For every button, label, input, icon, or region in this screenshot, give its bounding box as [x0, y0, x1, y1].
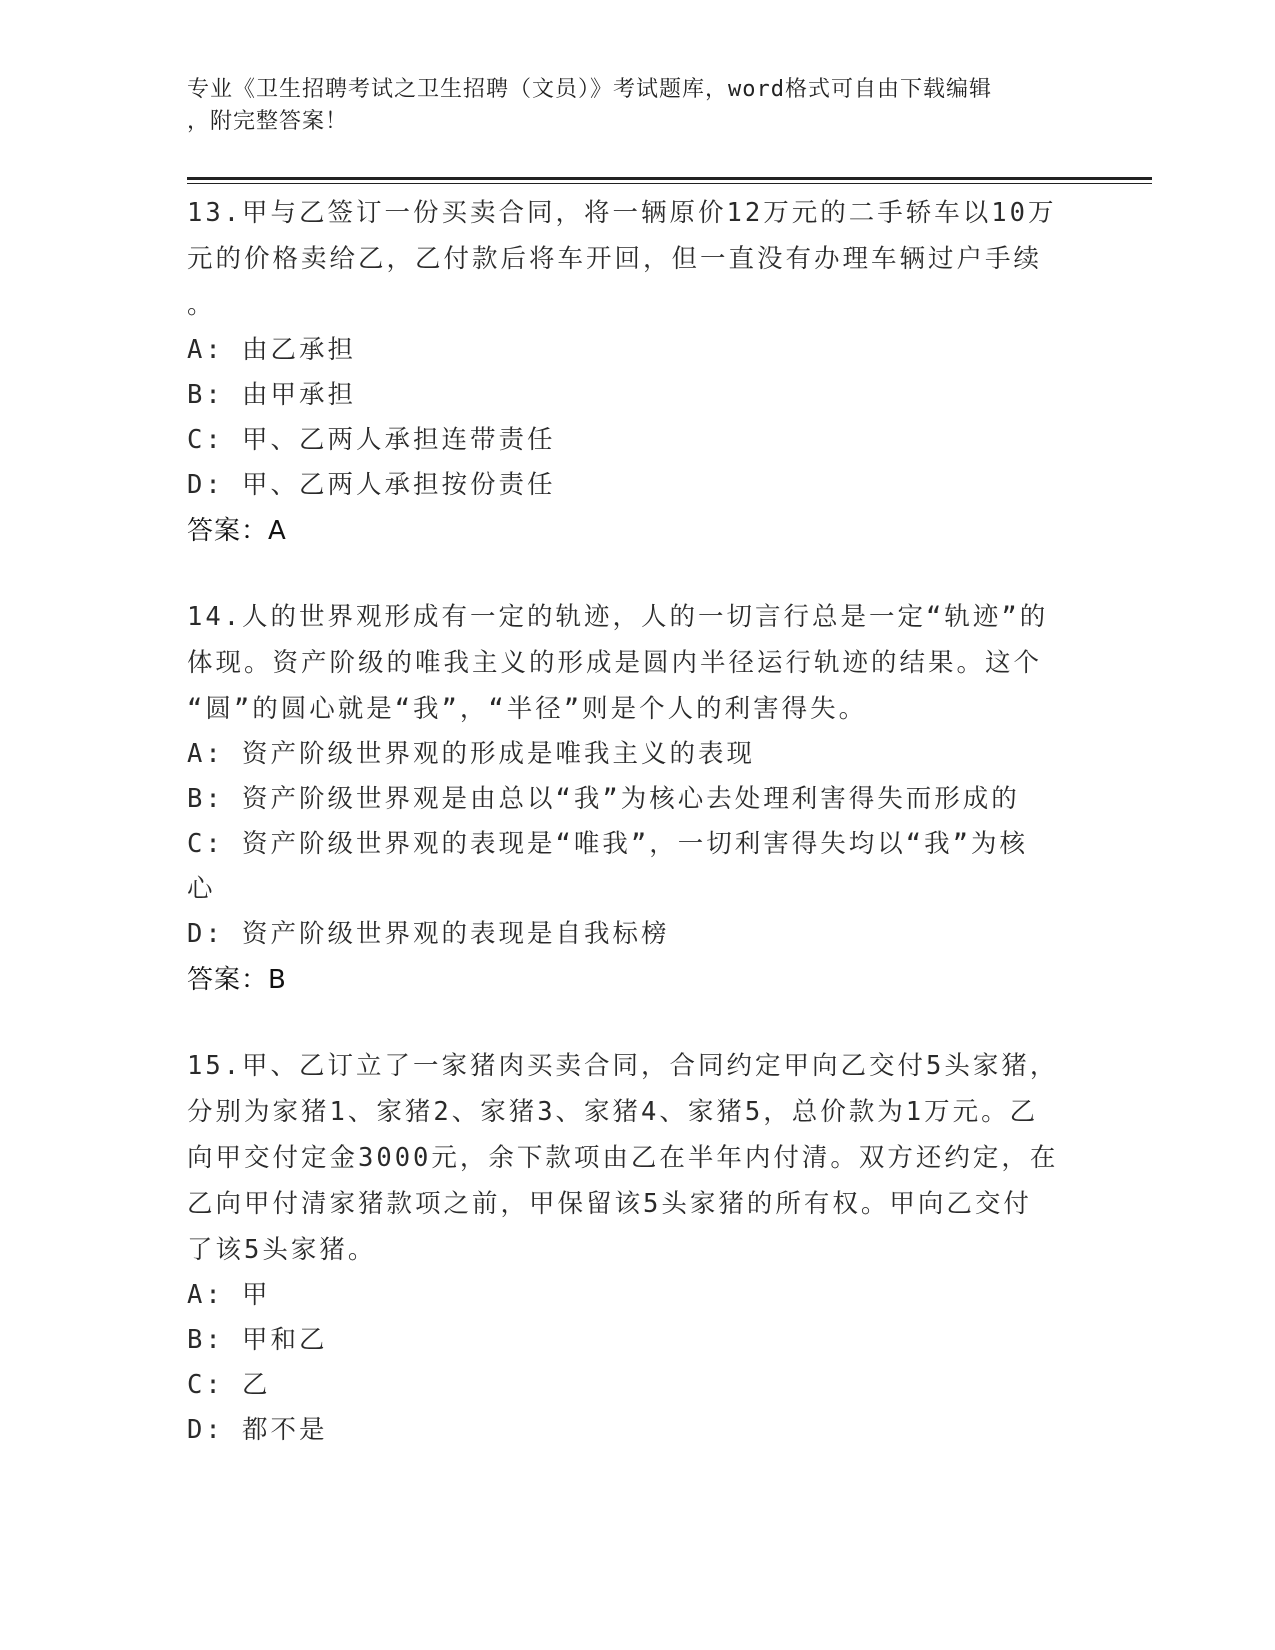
- option-c: C: 甲、乙两人承担连带责任: [187, 425, 556, 455]
- option-b: B: 由甲承担: [187, 380, 357, 410]
- option-a: A: 资产阶级世界观的形成是唯我主义的表现: [187, 739, 756, 769]
- question-text-line: 。: [187, 290, 216, 320]
- question-text-line: 14.人的世界观形成有一定的轨迹，人的一切言行总是一定“轨迹”的: [187, 602, 1049, 632]
- question-text-line: 体现。资产阶级的唯我主义的形成是圆内半径运行轨迹的结果。这个: [187, 648, 1043, 678]
- question-text-line: “圆”的圆心就是“我”，“半径”则是个人的利害得失。: [187, 694, 868, 724]
- option-a: A: 甲: [187, 1280, 271, 1310]
- header-line-1: 专业《卫生招聘考试之卫生招聘（文员）》考试题库，word格式可自由下载编辑: [187, 77, 992, 102]
- question-14: [187, 594, 1117, 1003]
- option-b: B: 资产阶级世界观是由总以“我”为核心去处理利害得失而形成的: [187, 784, 1020, 814]
- question-15: [187, 1043, 1117, 1453]
- question-spacer: [187, 554, 1117, 594]
- header-line-2: ，附完整答案！: [187, 109, 349, 134]
- answer-line: 答案：A: [187, 516, 287, 546]
- option-d: D: 甲、乙两人承担按份责任: [187, 470, 556, 500]
- question-13: [187, 190, 1117, 554]
- header-divider-thin: [187, 183, 1152, 184]
- question-text-line: 分别为家猪1、家猪2、家猪3、家猪4、家猪5，总价款为1万元。乙: [187, 1097, 1039, 1127]
- question-text-line: 了该5头家猪。: [187, 1235, 377, 1265]
- answer-line: 答案：B: [187, 965, 287, 995]
- option-d: D: 都不是: [187, 1415, 328, 1445]
- question-text-line: 15.甲、乙订立了一家猪肉买卖合同，合同约定甲向乙交付5头家猪，: [187, 1051, 1059, 1081]
- option-c: C: 乙: [187, 1370, 271, 1400]
- question-text-line: 向甲交付定金3000元，余下款项由乙在半年内付清。双方还约定，在: [187, 1143, 1059, 1173]
- option-b: B: 甲和乙: [187, 1325, 328, 1355]
- option-c-continued: 心: [187, 874, 216, 904]
- option-a: A: 由乙承担: [187, 335, 357, 365]
- question-text-line: 乙向甲付清家猪款项之前，甲保留该5头家猪的所有权。甲向乙交付: [187, 1189, 1032, 1219]
- option-d: D: 资产阶级世界观的表现是自我标榜: [187, 919, 670, 949]
- question-list: [187, 190, 1117, 1453]
- option-c: C: 资产阶级世界观的表现是“唯我”，一切利害得失均以“我”为核: [187, 829, 1028, 859]
- question-spacer: [187, 1003, 1117, 1043]
- question-text-line: 元的价格卖给乙，乙付款后将车开回，但一直没有办理车辆过户手续: [187, 244, 1043, 274]
- document-header: [187, 74, 1067, 138]
- question-text-line: 13.甲与乙签订一份买卖合同，将一辆原价12万元的二手轿车以10万: [187, 198, 1057, 228]
- header-divider-thick: [187, 177, 1152, 180]
